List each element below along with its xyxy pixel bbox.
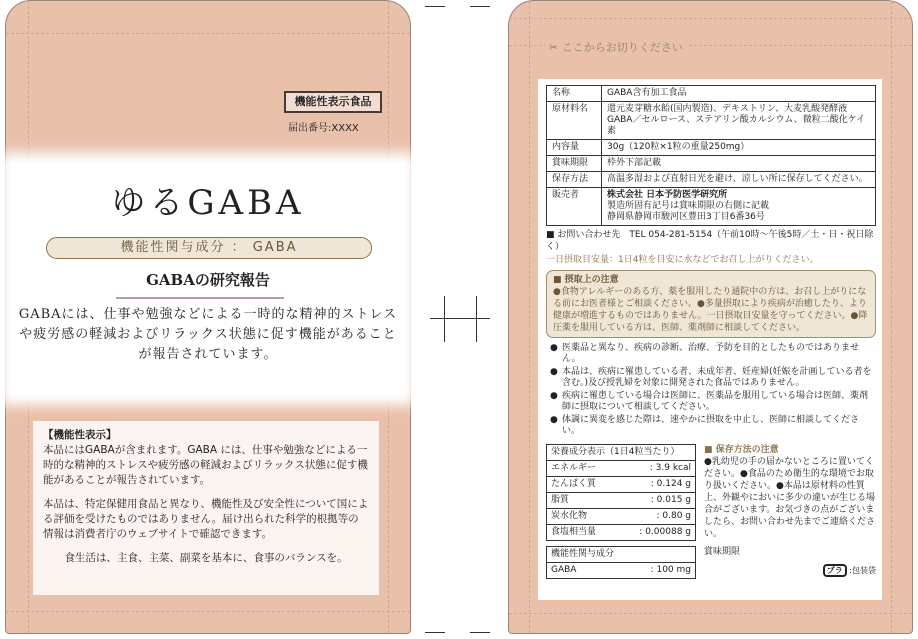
list-item: ● 疾病に罹患している場合は医師に、医薬品を服用している場合は医師、薬剤師に摂取について相談してください。 bbox=[550, 391, 876, 413]
table-row: 食塩相当量 : 0.00088 g bbox=[547, 525, 696, 541]
fold-line bbox=[6, 33, 410, 34]
functional-table bbox=[546, 546, 696, 579]
table-row bbox=[547, 102, 876, 140]
fold-line bbox=[6, 611, 410, 612]
cut-here[interactable] bbox=[545, 41, 687, 55]
caution-box bbox=[546, 270, 876, 338]
spec-value: 30g（120粒×1粒の重量250mg） bbox=[602, 140, 876, 156]
warning-list bbox=[546, 343, 876, 439]
fold-line bbox=[529, 1, 530, 633]
spec-value: GABA含有加工食品 bbox=[602, 86, 876, 102]
tables-column bbox=[546, 444, 696, 579]
recycle-label: :包装袋 bbox=[849, 566, 876, 575]
spec-key: 原材料名 bbox=[547, 102, 602, 140]
nutrition-table bbox=[546, 444, 696, 541]
info-p1: 本品にはGABAが含まれます。GABA には、仕事や勉強などによる一時的な精神的ストレスや疲労感の軽減およびリラックス状態に促す機能があることが報告されています。 bbox=[43, 444, 368, 486]
recycle-mark bbox=[704, 564, 876, 578]
storage-title: ■ 保存方法の注意 bbox=[704, 445, 779, 455]
heading-underline bbox=[116, 297, 284, 299]
spec-key: 賞味期限 bbox=[547, 156, 602, 172]
table-row bbox=[547, 140, 876, 156]
report-heading: GABAの研究報告 bbox=[146, 271, 270, 289]
label-panel bbox=[538, 79, 882, 600]
table-row bbox=[547, 172, 876, 188]
notification-number: 届出番号:XXXX bbox=[288, 123, 359, 134]
table-row: 脂質 : 0.015 g bbox=[547, 493, 696, 509]
functional-food-label: 機能性表示食品 bbox=[284, 91, 382, 113]
table-row bbox=[547, 86, 876, 102]
bottom-section bbox=[546, 444, 876, 579]
table-row: たんぱく質 : 0.124 g bbox=[547, 477, 696, 493]
list-item: ● 本品は、疾病に罹患している者、未成年者、妊産婦(妊娠を計画している者を含む。)及び授乳婦を対象に開発された食品ではありません。 bbox=[550, 367, 876, 389]
functional-claim-box bbox=[33, 421, 379, 595]
fold-line bbox=[509, 18, 912, 19]
maker-code-note: 製造所固有記号は賞味期限の右側に記載 bbox=[607, 201, 770, 211]
report-text: GABAには、仕事や勉強などによる一時的な精神的ストレスや疲労感の軽減およびリラックス状態に促す機能があることが報告されています。 bbox=[18, 307, 398, 362]
info-heading: 【機能性表示】 bbox=[43, 429, 117, 441]
daily-intake: 一日摂取目安量：1日4粒を目安に水などでお召し上がりください。 bbox=[546, 255, 819, 265]
info-p3: 食生活は、主食、主菜、副菜を基本に、食事のバランスを。 bbox=[64, 552, 348, 564]
caution-text: ●食物アレルギーのある方、薬を服用したり通院中の方は、お召し上がりになる前にお医者様とご相談ください。●多量摂取により疾病が治癒したり、より健康が増進するものではありません。一日摂取目安量を守ってください。●降圧薬を服用している方は、医師、薬剤師に相談してください。 bbox=[553, 287, 868, 333]
table-row: エネルギー : 3.9 kcal bbox=[547, 461, 696, 477]
functional-title: 機能性関与成分 bbox=[547, 547, 696, 563]
front-panel bbox=[5, 0, 411, 634]
caution-title: ■ 摂取上の注意 bbox=[553, 275, 619, 285]
scissors-icon: ✂ bbox=[549, 41, 562, 54]
contact: ■ お問い合わせ先 TEL 054-281-5154（午前10時～午後5時／土・日・祝日除く） bbox=[546, 230, 874, 252]
product-name: ゆるGABA bbox=[111, 183, 305, 223]
spec-value: 還元麦芽糖水飴(国内製造)、デキストリン、大麦乳酸発酵液GABA／セルロース、ステアリン酸カルシウム、微粒二酸化ケイ素 bbox=[602, 102, 876, 140]
spec-key: 保存方法 bbox=[547, 172, 602, 188]
storage-notes bbox=[704, 444, 876, 579]
spec-value: 枠外下部記載 bbox=[602, 156, 876, 172]
info-p2: 本品は、特定保健用食品と異なり、機能性及び安全性について国による評価を受けたものではありません。届け出られた科学的根拠等の情報は消費者庁のウェブサイトで確認できます。 bbox=[43, 498, 369, 540]
list-item: ● 医薬品と異なり、疾病の診断、治療、予防を目的としたものではありません。 bbox=[550, 343, 876, 365]
table-row: 炭水化物 : 0.80 g bbox=[547, 509, 696, 525]
cut-here-label: ここからお切りください bbox=[561, 41, 683, 54]
fold-line bbox=[509, 613, 912, 614]
ingredient-pill: 機能性関与成分 ： GABA bbox=[46, 237, 372, 259]
nutrition-title: 栄養成分表示（1日4粒当たり） bbox=[547, 445, 696, 461]
spec-value: 高温多湿および直射日光を避け、涼しい所に保存してください。 bbox=[602, 172, 876, 188]
list-item: ● 体調に異変を感じた際は、速やかに摂取を中止し、医師に相談してください。 bbox=[550, 415, 876, 437]
table-row: GABA : 100 mg bbox=[547, 563, 696, 579]
table-row bbox=[547, 188, 876, 226]
spec-table bbox=[546, 85, 876, 226]
fold-line bbox=[891, 1, 892, 633]
spec-key: 内容量 bbox=[547, 140, 602, 156]
back-panel bbox=[508, 0, 913, 634]
spec-value bbox=[602, 188, 876, 226]
recycle-icon: プラ bbox=[823, 564, 847, 577]
expiry-label: 賞味期限 bbox=[704, 547, 741, 557]
seller-address: 静岡県静岡市駿河区豊田3丁目6番36号 bbox=[607, 212, 765, 222]
table-row bbox=[547, 156, 876, 172]
seller-name: 株式会社 日本予防医学研究所 bbox=[607, 190, 728, 200]
storage-text: ●乳幼児の手の届かないところに置いてください。●食品のため衛生的な環境でお取り扱いください。●本品は原材料の性質上、外観やにおいに多少の違いが生じる場合がございます。お気づきの点がございましたら、お問い合わせ先までご連絡ください。 bbox=[704, 457, 876, 539]
spec-key: 名称 bbox=[547, 86, 602, 102]
spec-key: 販売者 bbox=[547, 188, 602, 226]
